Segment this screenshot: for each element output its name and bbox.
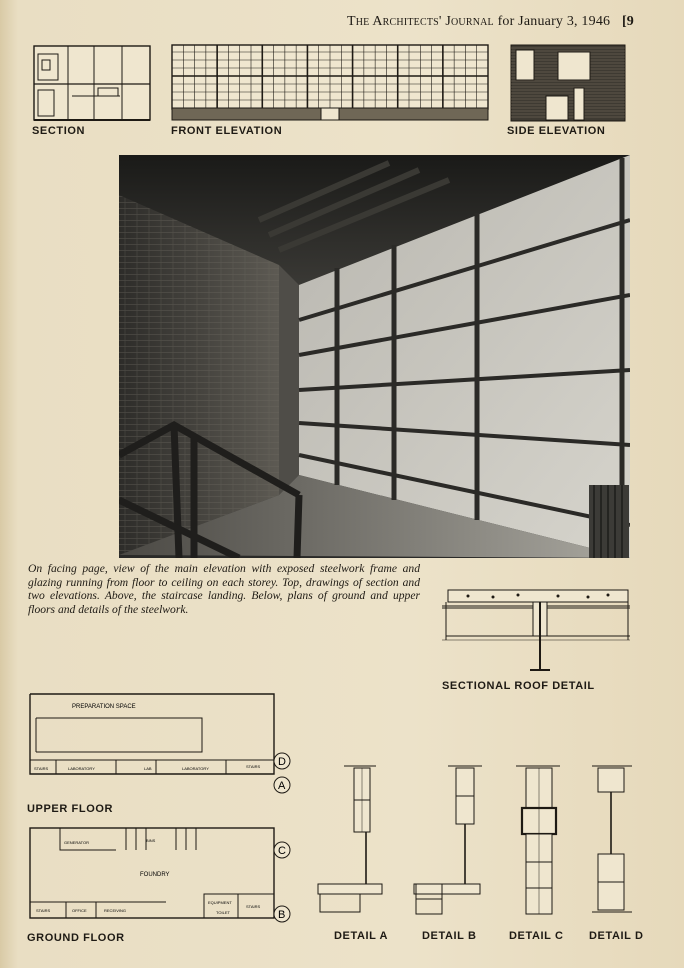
room-office: OFFICE [72,908,87,913]
detail-b-drawing [410,762,490,922]
staircase-landing-photo [119,155,630,558]
room-receiving: RECEIVING [104,908,127,913]
room-stairs-right: STAIRS [246,904,261,909]
upper-floor-plan [26,688,298,800]
room-bins: BINS [146,838,156,843]
grid-b: B [278,909,286,921]
side-elevation-label: SIDE ELEVATION [507,125,606,137]
section-label: SECTION [32,125,86,137]
grid-c: C [278,845,286,857]
front-elevation-drawing [171,44,489,122]
detail-a-drawing [314,762,394,922]
room-stairs-left: STAIRS [36,908,51,913]
side-elevation-drawing [510,44,626,122]
roof-detail-label: SECTIONAL ROOF DETAIL [442,680,595,692]
room-generator: GENERATOR [64,840,89,845]
issue-date: for January 3, 1946 [497,14,611,29]
detail-d-label: DETAIL D [589,930,644,942]
room-preparation-space: PREPARATION SPACE [72,704,136,710]
grid-d: D [278,756,286,768]
detail-b-label: DETAIL B [422,930,477,942]
journal-title: The Architects' Journal [346,14,494,29]
figure-caption: On facing page, view of the main elevation with exposed steelwork frame and glazing running from floor to ceiling on each storey. Top, drawings of section and two elevations. Above, the staircase landing. Below, plans of ground and upper floors and details of the steelwork. [28,562,420,616]
ground-floor-plan [26,824,298,928]
room-laboratory-1: LABORATORY [68,766,95,771]
room-stairs-left: STAIRS [34,766,49,771]
room-laboratory-3: LABORATORY [182,766,209,771]
detail-c-label: DETAIL C [509,930,564,942]
room-lab-2: LAB [144,766,152,771]
room-stairs-right: STAIRS [246,764,261,769]
sectional-roof-detail-drawing [438,580,634,672]
section-drawing [32,44,152,122]
detail-d-drawing [588,762,638,922]
running-header [347,14,634,30]
room-foundry: FOUNDRY [140,872,170,878]
grid-a: A [278,780,286,792]
room-toilet: TOILET [216,910,230,915]
page-number: [9 [621,14,634,29]
front-elevation-label: FRONT ELEVATION [171,125,283,137]
detail-a-label: DETAIL A [334,930,389,942]
upper-floor-label: UPPER FLOOR [27,803,114,815]
detail-c-drawing [508,762,568,922]
room-equipment: EQUIPMENT [208,900,232,905]
ground-floor-label: GROUND FLOOR [27,932,125,944]
